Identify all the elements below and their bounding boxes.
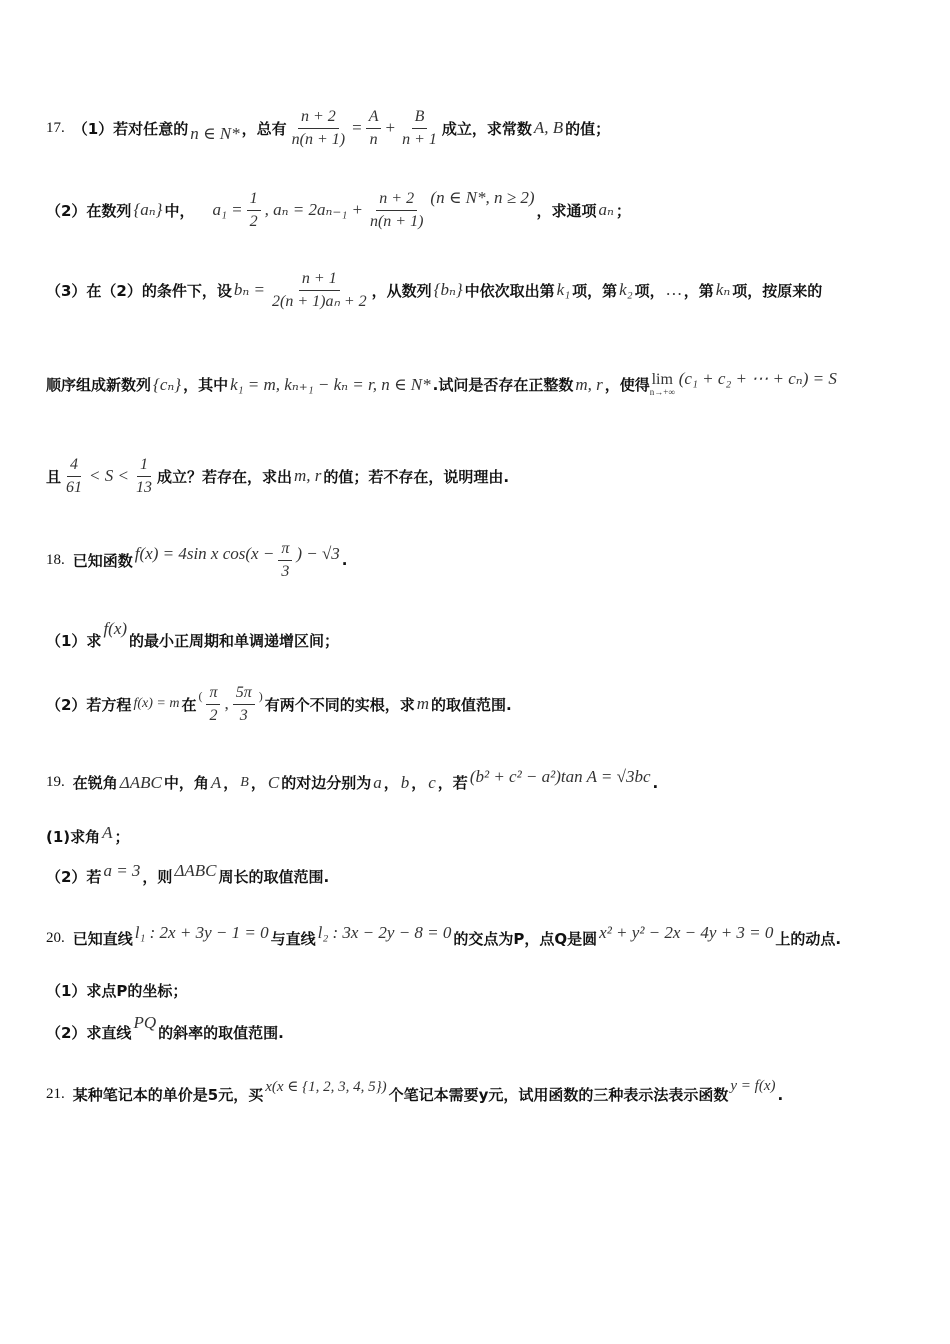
math: y = f(x) <box>730 1078 776 1094</box>
text: 的交点为P，点Q是圆 <box>453 930 598 948</box>
text: (1)求角 <box>46 828 101 846</box>
text: 在锐角 <box>72 774 118 792</box>
text: （1）求点P的坐标； <box>46 982 188 1000</box>
text: 的对边分别为 <box>281 774 372 792</box>
text: 的最小正周期和单调递增区间； <box>129 632 340 650</box>
text: ，则 <box>142 868 173 886</box>
text: 的斜率的取值范围. <box>158 1024 284 1042</box>
text: 上的动点. <box>775 930 842 948</box>
text: 项，第 <box>572 281 618 300</box>
math: k₁ = m, kₙ₊₁ − kₙ = r, n ∈ N* <box>230 374 431 394</box>
denominator: 3 <box>281 562 290 580</box>
q19-part2 <box>46 860 330 887</box>
text: （2）在数列 <box>46 201 132 220</box>
math: < S < <box>89 466 129 486</box>
text: .试问是否存在正整数 <box>432 376 574 394</box>
denominator: n + 1 <box>402 130 437 148</box>
denominator: 3 <box>239 706 248 724</box>
text: 成立，求常数 <box>441 119 532 138</box>
denominator: 2 <box>209 706 218 724</box>
text: 的值；若不存在，说明理由. <box>323 467 510 486</box>
math: ΔABC <box>119 772 162 792</box>
math: a = 3 <box>103 860 141 880</box>
numerator: n + 2 <box>298 108 339 129</box>
fraction <box>399 108 440 148</box>
q18-part1 <box>46 618 340 651</box>
denominator: n(n + 1) <box>369 212 424 230</box>
math: A <box>102 822 113 842</box>
math: f(x) = m <box>133 696 180 712</box>
fraction <box>366 108 382 148</box>
math: (c₁ + c₂ + ⋯ + cₙ) = S <box>678 368 837 388</box>
text: 某种笔记本的单价是5元，买 <box>72 1086 264 1104</box>
text: 中依次取出第 <box>464 281 555 300</box>
text: ， <box>250 774 266 792</box>
q17-part2 <box>46 190 631 230</box>
text: 有两个不同的实根，求 <box>264 695 415 714</box>
text: （3）在（2）的条件下，设 <box>46 281 232 300</box>
fraction <box>247 190 261 230</box>
denominator: 2(n + 1)aₙ + 2 <box>272 292 367 310</box>
math: a₁ = <box>212 200 243 220</box>
text: 项，按原来的 <box>732 281 823 300</box>
math: x(x ∈ {1, 2, 3, 4, 5}) <box>265 1079 387 1095</box>
math: (b² + c² − a²)tan A = √3bc <box>469 766 651 786</box>
math: {cₙ} <box>153 374 182 394</box>
math: A <box>210 772 222 792</box>
math: (n ∈ N*, n ≥ 2) <box>430 188 535 208</box>
text: ，其中 <box>183 376 229 394</box>
q19-stem <box>46 766 659 793</box>
q17-part3-cont <box>46 368 839 397</box>
limit-subscript: n→+∞ <box>649 387 675 397</box>
denominator: n(n + 1) <box>291 130 346 148</box>
text: 的取值范围. <box>431 695 512 714</box>
math: f(x) = 4sin x cos(x − <box>134 544 275 564</box>
text: （2）求直线 <box>46 1024 132 1042</box>
q17-part3-end <box>46 456 509 496</box>
fraction <box>269 270 370 310</box>
text: （2）若方程 <box>46 695 132 714</box>
text: （2）若 <box>46 868 102 886</box>
math: b <box>400 772 410 792</box>
limit-label: lim <box>651 371 673 388</box>
math: m <box>416 694 430 714</box>
text: ，第 <box>683 281 714 300</box>
question-number: 18. <box>46 551 65 568</box>
math: x² + y² − 2x − 4y + 3 = 0 <box>599 922 774 942</box>
math: + <box>385 118 396 138</box>
math: bₙ = <box>233 280 266 300</box>
q17-part1 <box>46 108 610 148</box>
denominator: 61 <box>66 478 83 496</box>
text: . <box>652 773 659 792</box>
q17-part3 <box>46 270 822 310</box>
text: . <box>777 1085 784 1104</box>
text: （1）求 <box>46 632 102 650</box>
denominator: 2 <box>249 212 258 230</box>
text: 且 <box>46 467 62 486</box>
numerator: π <box>278 540 292 561</box>
question-number: 19. <box>46 774 65 790</box>
math: ( <box>198 688 203 703</box>
numerator: n + 2 <box>376 190 417 211</box>
numerator: 5π <box>233 684 255 705</box>
fraction <box>289 108 348 148</box>
math: B <box>240 774 249 790</box>
text: ， <box>383 774 399 792</box>
text: ； <box>615 201 631 220</box>
text: 中， <box>164 201 195 220</box>
math: , <box>224 694 229 714</box>
text: 项， <box>634 281 665 300</box>
math: m, r <box>575 374 603 394</box>
question-number: 21. <box>46 1086 65 1102</box>
q18-part2 <box>46 684 512 724</box>
text: 已知直线 <box>72 930 133 948</box>
fraction <box>63 456 85 496</box>
math: = <box>352 118 362 138</box>
text: 在 <box>181 695 197 714</box>
text: ，使得 <box>604 376 650 394</box>
math: c <box>428 772 436 792</box>
math: aₙ <box>598 200 614 220</box>
math: ) <box>258 688 263 703</box>
text: （1）若对任意的 <box>72 119 189 138</box>
text: 顺序组成新数列 <box>46 376 152 394</box>
text: . <box>341 551 348 570</box>
text: 周长的取值范围. <box>218 868 330 886</box>
text: ， <box>223 774 239 792</box>
numerator: 4 <box>67 456 81 477</box>
text: 成立？若存在，求出 <box>156 467 292 486</box>
text: ， <box>411 774 427 792</box>
math: k₁ <box>556 280 571 300</box>
math: l₁ : 2x + 3y − 1 = 0 <box>134 922 269 942</box>
q20-part2 <box>46 1012 284 1043</box>
fraction <box>133 456 155 496</box>
denominator: 13 <box>135 478 152 496</box>
numerator: n + 1 <box>299 270 340 291</box>
text: 个笔记本需要y元，试用函数的三种表示法表示函数 <box>388 1086 729 1104</box>
q18-stem <box>46 540 348 580</box>
text: ，若 <box>437 774 468 792</box>
fraction <box>233 684 255 724</box>
text: 已知函数 <box>72 551 133 570</box>
numerator: 1 <box>137 456 151 477</box>
math: kₙ <box>715 280 731 300</box>
question-number: 20. <box>46 930 65 946</box>
math: A, B <box>533 118 564 138</box>
text: ，从数列 <box>371 281 432 300</box>
math: {bₙ} <box>433 280 463 300</box>
math: n ∈ N* <box>190 124 240 144</box>
q19-part1 <box>46 822 130 847</box>
math: m, r <box>293 466 322 486</box>
math: C <box>267 772 280 792</box>
numerator: B <box>412 108 428 129</box>
fraction <box>206 684 220 724</box>
math: k₂ <box>619 280 633 300</box>
math: {aₙ} <box>133 200 163 220</box>
text: ，总有 <box>241 119 287 138</box>
numerator: π <box>206 684 220 705</box>
numerator: A <box>366 108 382 129</box>
text: ； <box>114 828 130 846</box>
text: 中，角 <box>163 774 209 792</box>
q20-part1 <box>46 980 187 1001</box>
question-number: 17. <box>46 119 65 136</box>
text: ，求通项 <box>536 201 597 220</box>
math: a <box>373 772 382 792</box>
denominator: n <box>369 130 378 148</box>
text: 与直线 <box>270 930 316 948</box>
limit <box>650 372 675 397</box>
math: f(x) <box>103 618 128 638</box>
math: ΔABC <box>174 860 217 880</box>
math: , aₙ = 2aₙ₋₁ + <box>264 200 363 220</box>
math: l₂ : 3x − 2y − 8 = 0 <box>317 922 452 942</box>
fraction <box>367 190 426 230</box>
numerator: 1 <box>247 190 261 211</box>
math: ) − √3 <box>296 544 340 564</box>
math: PQ <box>133 1012 157 1032</box>
text: 的值； <box>565 119 611 138</box>
q20-stem <box>46 922 842 949</box>
math: … <box>666 280 682 300</box>
q21-stem <box>46 1078 784 1105</box>
fraction <box>278 540 292 580</box>
